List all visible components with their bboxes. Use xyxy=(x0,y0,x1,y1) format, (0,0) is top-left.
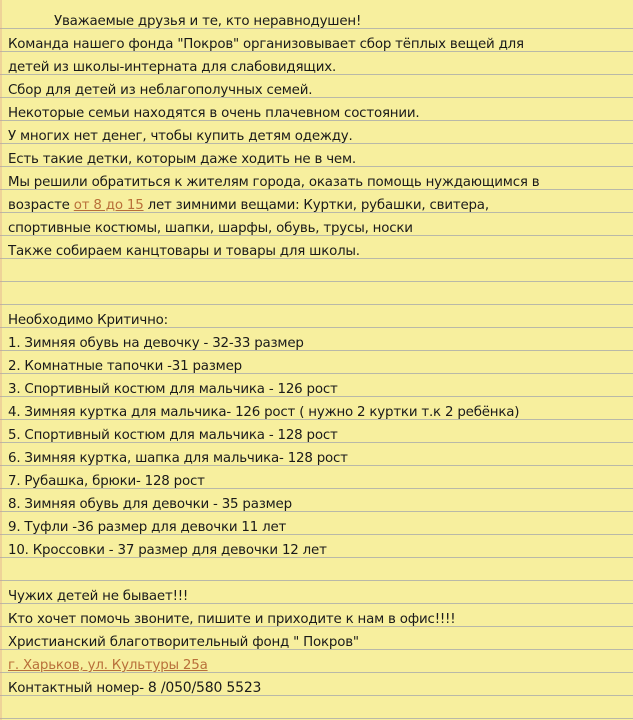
intro-line-6: Есть такие детки, которым даже ходить не в чем. xyxy=(8,152,356,167)
intro-line-8 xyxy=(8,194,630,217)
phone-label: Контактный номер- xyxy=(8,681,148,696)
intro-line-4: Некоторые семьи находятся в очень плачевном состоянии. xyxy=(8,106,420,121)
foundation-name: Христианский благотворительный фонд " Покров" xyxy=(8,635,359,650)
needs-item: 3. Спортивный костюм для мальчика - 126 рост xyxy=(8,382,338,397)
needs-item: 10. Кроссовки - 37 размер для девочки 12 лет xyxy=(8,543,327,558)
needs-item: 8. Зимняя обувь для девочки - 35 размер xyxy=(8,497,292,512)
needs-item: 7. Рубашка, брюки- 128 рост xyxy=(8,474,205,489)
spacer-line xyxy=(8,286,630,309)
greeting-line: Уважаемые друзья и те, кто неравнодушен! xyxy=(54,14,362,29)
needs-item: 5. Спортивный костюм для мальчика - 128 рост xyxy=(8,428,338,443)
address-line xyxy=(8,654,630,677)
address-link[interactable]: г. Харьков, ул. Культуры 25а xyxy=(8,658,208,673)
age-prefix: возрасте xyxy=(8,198,74,213)
spacer-line xyxy=(8,562,630,585)
needs-item: 9. Туфли -36 размер для девочки 11 лет xyxy=(8,520,287,535)
closing-line-1: Чужих детей не бывает!!! xyxy=(8,589,189,604)
phone-line xyxy=(8,677,630,700)
spacer-line xyxy=(8,263,630,286)
age-suffix: лет зимними вещами: Куртки, рубашки, свитера, xyxy=(143,198,489,213)
intro-line-9: спортивные костюмы, шапки, шарфы, обувь, трусы, носки xyxy=(8,221,413,236)
needs-item: 2. Комнатные тапочки -31 размер xyxy=(8,359,242,374)
intro-line-5: У многих нет денег, чтобы купить детям одежду. xyxy=(8,129,353,144)
age-range-link[interactable]: от 8 до 15 xyxy=(73,198,144,213)
needs-item: 6. Зимняя куртка, шапка для мальчика- 128 рост xyxy=(8,451,348,466)
announcement-text xyxy=(8,10,630,700)
intro-line-2: детей из школы-интерната для слабовидящих. xyxy=(8,60,337,75)
needs-item: 4. Зимняя куртка для мальчика- 126 рост ( нужно 2 куртки т.к 2 ребёнка) xyxy=(8,405,520,420)
needs-heading: Необходимо Критично: xyxy=(8,313,168,328)
intro-line-1: Команда нашего фонда "Покров" организовывает сбор тёплых вещей для xyxy=(8,37,524,52)
needs-item: 1. Зимняя обувь на девочку - 32-33 размер xyxy=(8,336,304,351)
phone-number[interactable]: 8 /050/580 5523 xyxy=(147,680,262,696)
intro-line-3: Сбор для детей из неблагополучных семей. xyxy=(8,83,313,98)
intro-line-7: Мы решили обратиться к жителям города, оказать помощь нуждающимся в xyxy=(8,175,540,190)
closing-line-2: Кто хочет помочь звоните, пишите и приходите к нам в офис!!!! xyxy=(8,612,456,627)
page-margin-line xyxy=(0,0,2,720)
intro-line-10: Также собираем канцтовары и товары для школы. xyxy=(8,244,360,259)
